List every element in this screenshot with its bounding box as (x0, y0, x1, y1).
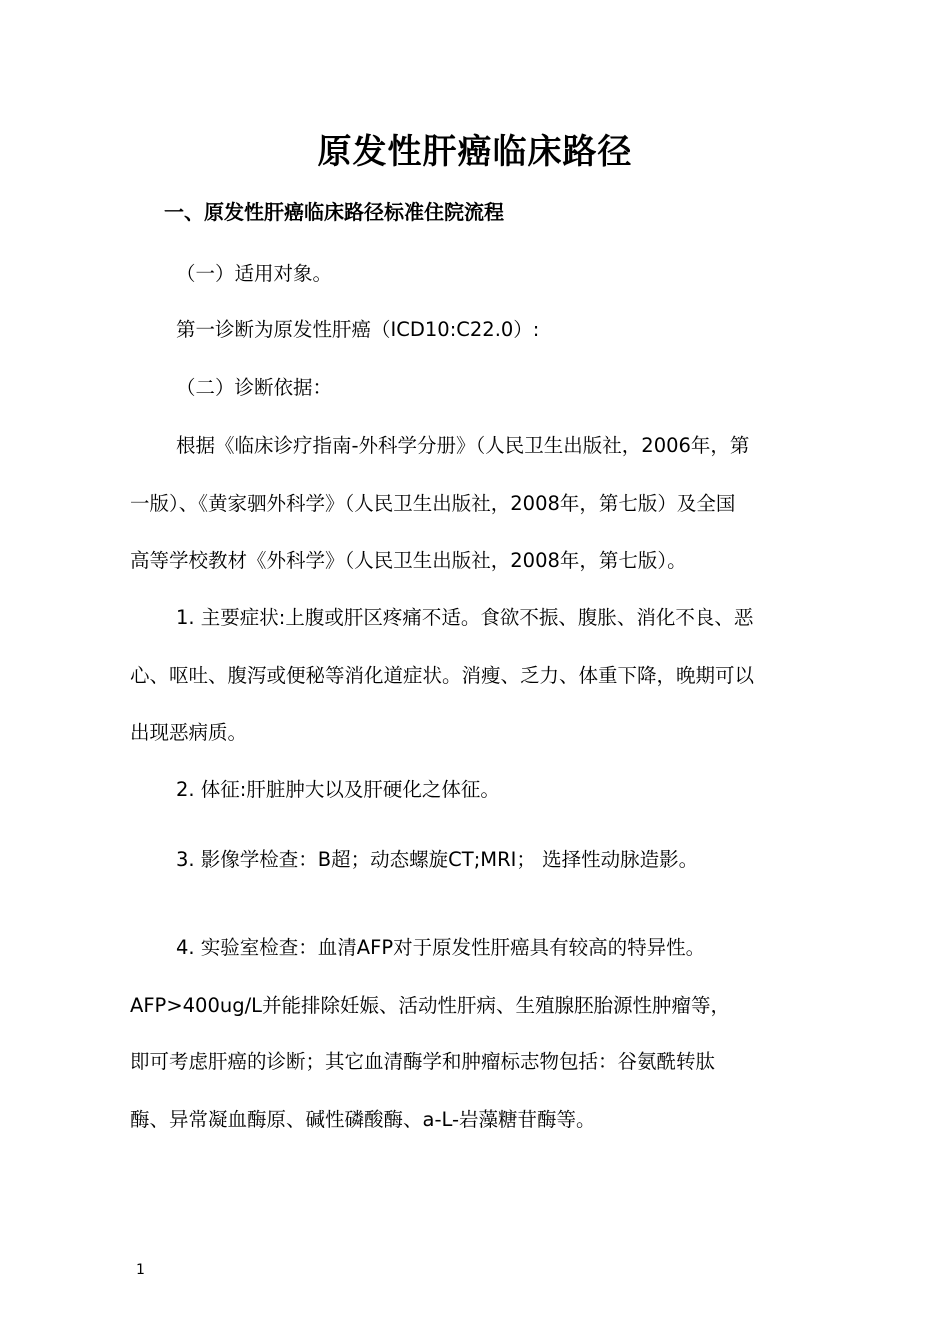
paragraph-line: 1. 主要症状:上腹或肝区疼痛不适。食欲不振、腹胀、消化不良、恶 (176, 606, 754, 629)
section-heading: 一、原发性肝癌临床路径标准住院流程 (164, 200, 504, 224)
paragraph-line: 出现恶病质。 (130, 721, 248, 744)
subsection-heading-basis: （二）诊断依据： (176, 376, 333, 399)
paragraph-line: 即可考虑肝癌的诊断；其它血清酶学和肿瘤标志物包括：谷氨酰转肽 (130, 1050, 716, 1073)
paragraph-line: AFP>400ug/L并能排除妊娠、活动性肝病、生殖腺胚胎源性肿瘤等， (130, 994, 731, 1017)
page-number: 1 (136, 1262, 145, 1278)
paragraph-line: 4. 实验室检查：血清AFP对于原发性肝癌具有较高的特异性。 (176, 936, 706, 959)
document-title: 原发性肝癌临床路径 (317, 132, 633, 172)
paragraph-line: 心、呕吐、腹泻或便秘等消化道症状。消瘦、乏力、体重下降，晚期可以 (130, 664, 755, 687)
item-imaging: 3. 影像学检查：B超；动态螺旋CT;MRI； 选择性动脉造影。 (176, 848, 699, 871)
paragraph-line: 根据《临床诊疗指南-外科学分册》（人民卫生出版社，2006年，第 (176, 434, 750, 457)
subsection-heading-applicable: （一）适用对象。 (176, 262, 333, 285)
diagnosis-text: 第一诊断为原发性肝癌（ICD10:C22.0）: (176, 318, 540, 341)
item-signs: 2. 体征:肝脏肿大以及肝硬化之体征。 (176, 778, 500, 801)
paragraph-line: 一版）、《黄家驷外科学》（人民卫生出版社，2008年，第七版）及全国 (130, 492, 736, 515)
paragraph-line: 酶、异常凝血酶原、碱性磷酸酶、a-L-岩藻糖苷酶等。 (130, 1108, 596, 1131)
paragraph-line: 高等学校教材《外科学》（人民卫生出版社，2008年，第七版）。 (130, 549, 687, 572)
